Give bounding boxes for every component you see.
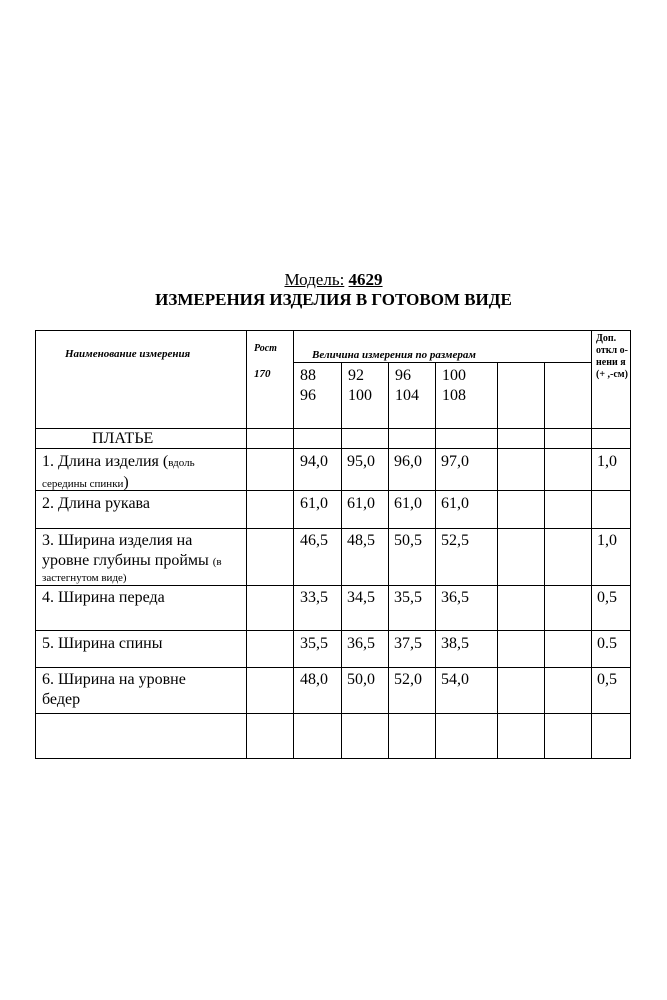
row5-value-1: 35,5 (300, 635, 328, 652)
row4-line (35, 630, 631, 631)
col-dev-divider (591, 330, 592, 759)
row4-value-3: 35,5 (394, 589, 422, 606)
row6-line (35, 713, 631, 714)
row5-deviation: 0.5 (597, 635, 617, 652)
row2-value-2: 61,0 (347, 495, 375, 512)
row2-value-3: 61,0 (394, 495, 422, 512)
model-number: 4629 (348, 270, 383, 289)
col-size2-divider (388, 362, 389, 759)
row3-name: 3. Ширина изделия на уровне глубины проймы (в застегнутом виде) (42, 532, 222, 584)
row2-value-4: 61,0 (441, 495, 469, 512)
col-size4-divider (497, 362, 498, 759)
table-border-top (35, 330, 631, 331)
row1-value-2: 95,0 (347, 453, 375, 470)
size1-header: 88 96 (300, 367, 316, 404)
row1-deviation: 1,0 (597, 453, 617, 470)
row6-value-1: 48,0 (300, 671, 328, 688)
col-name-header: Наименование измерения (65, 348, 191, 360)
sizes-header-divider (293, 362, 591, 363)
row6-value-2: 50,0 (347, 671, 375, 688)
row3-deviation: 1,0 (597, 532, 617, 549)
row4-value-4: 36,5 (441, 589, 469, 606)
row1-value-4: 97,0 (441, 453, 469, 470)
row5-value-3: 37,5 (394, 635, 422, 652)
row5-value-2: 36,5 (347, 635, 375, 652)
row4-deviation: 0,5 (597, 589, 617, 606)
row3-value-1: 46,5 (300, 532, 328, 549)
document-title: ИЗМЕРЕНИЯ ИЗДЕЛИЯ В ГОТОВОМ ВИДЕ (155, 290, 512, 309)
row3-line (35, 585, 631, 586)
model-label: Модель: (284, 270, 345, 289)
row1-value-3: 96,0 (394, 453, 422, 470)
measurement-table (35, 330, 631, 760)
row3-value-4: 52,5 (441, 532, 469, 549)
col-name-divider (246, 330, 247, 759)
row6-value-4: 54,0 (441, 671, 469, 688)
row6-deviation: 0,5 (597, 671, 617, 688)
size2-header: 92 100 (348, 367, 372, 404)
row6-value-3: 52,0 (394, 671, 422, 688)
row2-name: 2. Длина рукава (42, 495, 150, 512)
row4-value-1: 33,5 (300, 589, 328, 606)
row2-value-1: 61,0 (300, 495, 328, 512)
model-title (0, 270, 667, 290)
row2-line (35, 528, 631, 529)
row3-value-2: 48,5 (347, 532, 375, 549)
row5-name: 5. Ширина спины (42, 635, 163, 652)
row3-value-3: 50,5 (394, 532, 422, 549)
col-deviation-header: Доп. откл о- нени я (+ ,-см) (596, 333, 628, 380)
col-height-value: 170 (254, 368, 271, 380)
col-size3-divider (435, 362, 436, 759)
row5-value-4: 38,5 (441, 635, 469, 652)
col-size5-divider (544, 362, 545, 759)
row6-name: 6. Ширина на уровне бедер (42, 671, 186, 708)
row4-value-2: 34,5 (347, 589, 375, 606)
row1-name: 1. Длина изделия (вдоль середины спинки) (42, 453, 195, 491)
size4-header: 100 108 (442, 367, 466, 404)
col-height-divider (293, 330, 294, 759)
col-height-header: Рост (254, 343, 277, 354)
section-title: ПЛАТЬЕ (92, 430, 154, 447)
table-border-bottom (35, 758, 631, 759)
table-border-right (630, 330, 631, 759)
row5-line (35, 667, 631, 668)
table-border-left (35, 330, 36, 759)
col-size1-divider (341, 362, 342, 759)
row4-name: 4. Ширина переда (42, 589, 165, 606)
size3-header: 96 104 (395, 367, 419, 404)
row1-value-1: 94,0 (300, 453, 328, 470)
col-sizes-header: Величина измерения по размерам (312, 349, 476, 361)
